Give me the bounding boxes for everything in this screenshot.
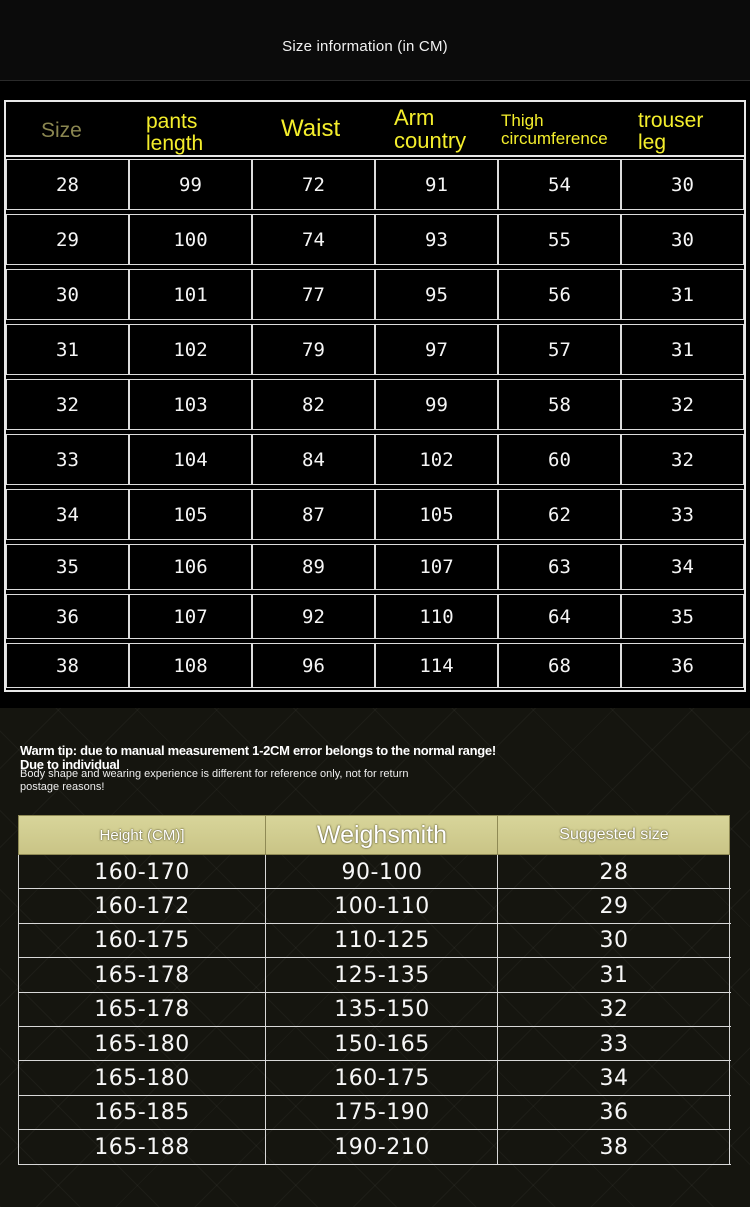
trouser-leg-cell: 34: [621, 544, 744, 590]
weight-cell: 135-150: [265, 993, 498, 1027]
height-cell: 165-178: [94, 962, 190, 988]
header-arm-country: Arm country: [394, 105, 467, 154]
thigh-cell: 62: [498, 489, 621, 540]
thigh-cell: 68: [498, 643, 621, 688]
arm-cell: 105: [375, 489, 498, 540]
height-cell: 165-188: [94, 1134, 190, 1160]
height-cell: 165-180: [94, 1065, 190, 1091]
header-thigh-circumference: Thigh circumference: [501, 111, 608, 148]
recommendation-table: [18, 815, 730, 1165]
header-suggested-size: Suggested size: [497, 816, 730, 854]
pants-length-cell: 103: [129, 379, 252, 430]
size-cell: 38: [6, 643, 129, 688]
size-cell: 33: [6, 434, 129, 485]
thigh-cell: 55: [498, 214, 621, 265]
pants-length-cell: 102: [129, 324, 252, 375]
thigh-cell: 63: [498, 544, 621, 590]
weight-cell: 90-100: [265, 855, 498, 889]
trouser-leg-cell: 33: [621, 489, 744, 540]
arm-cell: 102: [375, 434, 498, 485]
table-row: [6, 641, 744, 690]
table-row: [19, 855, 731, 889]
table-row: [6, 157, 744, 212]
table-row: [19, 958, 731, 992]
table-row: [6, 267, 744, 322]
header-size: Size: [41, 119, 82, 142]
table-row: [19, 1027, 731, 1061]
table-row: [6, 377, 744, 432]
table-row: [6, 322, 744, 377]
recommendation-table-header: [18, 815, 730, 855]
arm-cell: 97: [375, 324, 498, 375]
suggested-size-cell: 30: [497, 924, 730, 958]
size-cell: 28: [6, 159, 129, 210]
size-cell: 30: [6, 269, 129, 320]
waist-cell: 74: [252, 214, 375, 265]
pants-length-cell: 101: [129, 269, 252, 320]
table-row: [19, 924, 731, 958]
arm-cell: 99: [375, 379, 498, 430]
table-row: [19, 1061, 731, 1095]
pants-length-cell: 108: [129, 643, 252, 688]
pants-length-cell: 104: [129, 434, 252, 485]
table-row: [19, 889, 731, 923]
pants-length-cell: 105: [129, 489, 252, 540]
waist-cell: 87: [252, 489, 375, 540]
trouser-leg-cell: 30: [621, 159, 744, 210]
header-waist: Waist: [281, 115, 341, 142]
suggested-size-cell: 32: [497, 993, 730, 1027]
weight-cell: 190-210: [265, 1130, 498, 1164]
thigh-cell: 56: [498, 269, 621, 320]
warm-tip-body: Body shape and wearing experience is different for reference only, not for return postage reasons!: [20, 768, 409, 793]
header-height: Height (CM)]: [99, 826, 185, 844]
trouser-leg-cell: 32: [621, 379, 744, 430]
table-row: [19, 993, 731, 1027]
thigh-cell: 64: [498, 594, 621, 639]
waist-cell: 72: [252, 159, 375, 210]
table-row: [6, 432, 744, 487]
table-row: [19, 1130, 731, 1164]
weight-cell: 150-165: [265, 1027, 498, 1061]
height-cell: 160-170: [94, 859, 190, 885]
thigh-cell: 57: [498, 324, 621, 375]
header-weight: Weighsmith: [265, 816, 498, 854]
warm-tip-title: Warm tip: due to manual measurement 1-2CM error belongs to the normal range! Due to individual: [20, 743, 496, 772]
waist-cell: 84: [252, 434, 375, 485]
height-cell: 165-185: [94, 1100, 190, 1126]
suggested-size-cell: 34: [497, 1061, 730, 1095]
trouser-leg-cell: 31: [621, 324, 744, 375]
pants-length-cell: 100: [129, 214, 252, 265]
trouser-leg-cell: 32: [621, 434, 744, 485]
page-header: [0, 0, 750, 81]
height-cell: 165-180: [94, 1031, 190, 1057]
table-row: [6, 592, 744, 641]
pants-length-cell: 99: [129, 159, 252, 210]
thigh-cell: 60: [498, 434, 621, 485]
size-table-body: [6, 157, 744, 690]
table-row: [6, 212, 744, 267]
arm-cell: 95: [375, 269, 498, 320]
trouser-leg-cell: 30: [621, 214, 744, 265]
height-cell: 160-175: [94, 928, 190, 954]
thigh-cell: 58: [498, 379, 621, 430]
arm-cell: 91: [375, 159, 498, 210]
thigh-cell: 54: [498, 159, 621, 210]
suggested-size-cell: 38: [497, 1130, 730, 1164]
table-row: [6, 487, 744, 542]
size-cell: 35: [6, 544, 129, 590]
pants-length-cell: 107: [129, 594, 252, 639]
suggested-size-cell: 36: [497, 1096, 730, 1130]
header-pants-length: pants length: [146, 110, 204, 156]
recommendation-table-body: [18, 855, 730, 1165]
waist-cell: 79: [252, 324, 375, 375]
trouser-leg-cell: 36: [621, 643, 744, 688]
weight-cell: 175-190: [265, 1096, 498, 1130]
waist-cell: 89: [252, 544, 375, 590]
size-cell: 34: [6, 489, 129, 540]
suggested-size-cell: 31: [497, 958, 730, 992]
table-row: [19, 1096, 731, 1130]
waist-cell: 92: [252, 594, 375, 639]
height-cell: 165-178: [94, 997, 190, 1023]
weight-cell: 110-125: [265, 924, 498, 958]
weight-cell: 125-135: [265, 958, 498, 992]
size-cell: 36: [6, 594, 129, 639]
suggested-size-cell: 28: [497, 855, 730, 889]
height-cell: 160-172: [94, 893, 190, 919]
arm-cell: 107: [375, 544, 498, 590]
size-table-header: [6, 102, 744, 157]
waist-cell: 96: [252, 643, 375, 688]
weight-cell: 100-110: [265, 889, 498, 923]
waist-cell: 77: [252, 269, 375, 320]
weight-cell: 160-175: [265, 1061, 498, 1095]
pants-length-cell: 106: [129, 544, 252, 590]
trouser-leg-cell: 31: [621, 269, 744, 320]
size-cell: 32: [6, 379, 129, 430]
table-row: [6, 542, 744, 592]
arm-cell: 114: [375, 643, 498, 688]
size-cell: 29: [6, 214, 129, 265]
suggested-size-cell: 29: [497, 889, 730, 923]
size-table: [4, 100, 746, 692]
arm-cell: 93: [375, 214, 498, 265]
page-title: Size information (in CM): [282, 38, 448, 55]
header-trouser-leg: trouser leg: [638, 109, 704, 155]
waist-cell: 82: [252, 379, 375, 430]
size-cell: 31: [6, 324, 129, 375]
arm-cell: 110: [375, 594, 498, 639]
suggested-size-cell: 33: [497, 1027, 730, 1061]
trouser-leg-cell: 35: [621, 594, 744, 639]
